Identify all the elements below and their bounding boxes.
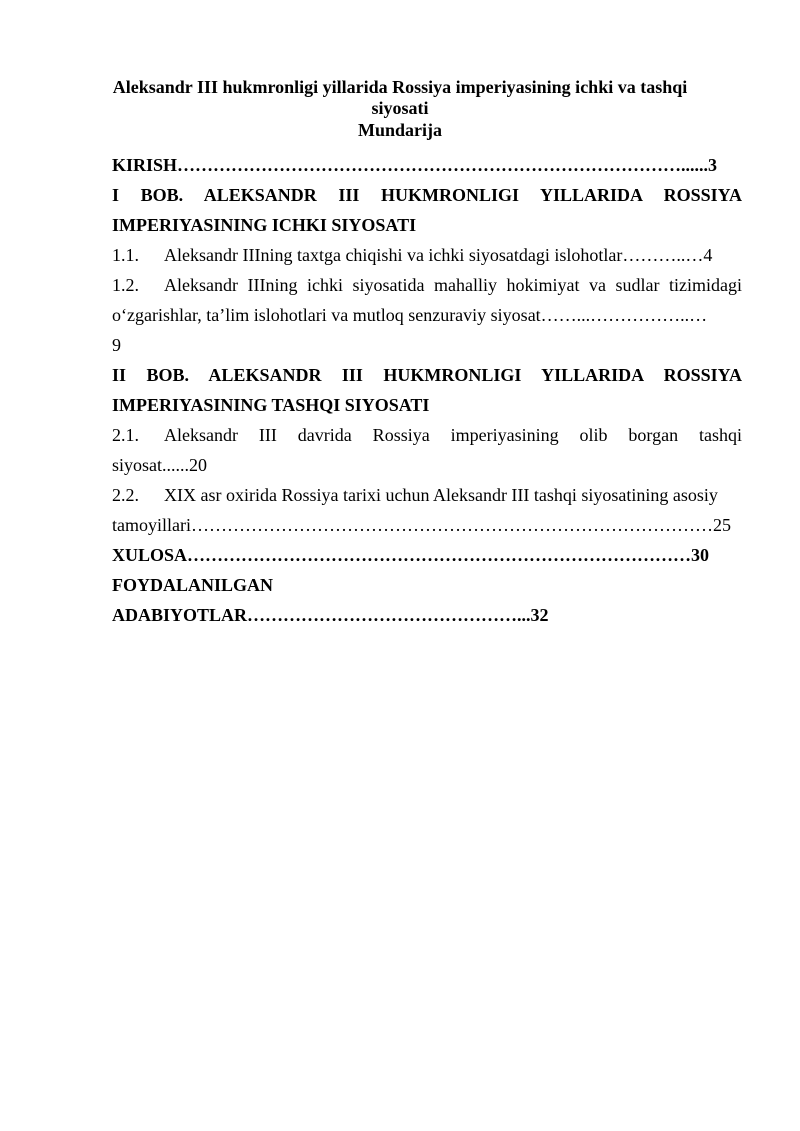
toc-chapter-2-line-1: II BOB. ALEKSANDR III HUKMRONLIGI YILLARIDA ROSSIYA [112, 365, 742, 385]
toc-entry-1-1-text: Aleksandr IIIning taxtga chiqishi va ichki siyosatdagi islohotlar………..…4 [164, 245, 713, 265]
toc-chapter-1-line-1: I BOB. ALEKSANDR III HUKMRONLIGI YILLARIDA ROSSIYA [112, 185, 742, 205]
toc-entry-1-2-number: 1.2. [112, 275, 139, 295]
toc-entry-2-2-line-2: tamoyillari……………………………………………………………………………25 [112, 515, 731, 535]
toc-entry-2-1-line-1 [112, 420, 742, 450]
toc-entry-2-2-line-1 [112, 480, 742, 510]
toc-entry-2-2-number: 2.2. [112, 485, 139, 505]
toc-entry-references-line-1: FOYDALANILGAN [112, 575, 274, 595]
toc-chapter-1-line-2: IMPERIYASINING ICHKI SIYOSATI [112, 215, 417, 235]
toc-entry-1-1-number: 1.1. [112, 245, 139, 265]
toc-entry-2-1-line-2: siyosat......20 [112, 455, 208, 475]
toc-entry-1-2-text: Aleksandr IIIning ichki siyosatida mahalliy hokimiyat va sudlar tizimidagi [164, 275, 742, 295]
document-title: Aleksandr III hukmronligi yillarida Rossiya imperiyasining ichki va tashqi siyosati [112, 77, 688, 118]
toc-entry-1-2-page: 9 [112, 335, 121, 355]
toc-entry-2-2-text: XIX asr oxirida Rossiya tarixi uchun Aleksandr III tashqi siyosatining asosiy [164, 485, 718, 505]
toc-entry-1-1 [112, 240, 742, 270]
toc-entry-references-line-2: ADABIYOTLAR………………………………………...32 [112, 605, 549, 625]
toc-entry-2-1-number: 2.1. [112, 425, 139, 445]
table-of-contents [112, 150, 742, 630]
toc-entry-2-1-text: Aleksandr III davrida Rossiya imperiyasining olib borgan tashqi [164, 425, 742, 445]
toc-heading: Mundarija [357, 120, 442, 140]
toc-entry-1-2-line-2: o‘zgarishlar, ta’lim islohotlari va mutloq senzuraviy siyosat……...……………..… [112, 305, 708, 325]
toc-chapter-2-line-2: IMPERIYASINING TASHQI SIYOSATI [112, 395, 430, 415]
toc-entry-kirish: KIRISH…………………………………………………………………………......3 [112, 155, 718, 175]
toc-entry-xulosa: XULOSA…………………………………………………………………………30 [112, 545, 710, 565]
toc-entry-1-2-line-1 [112, 270, 742, 300]
